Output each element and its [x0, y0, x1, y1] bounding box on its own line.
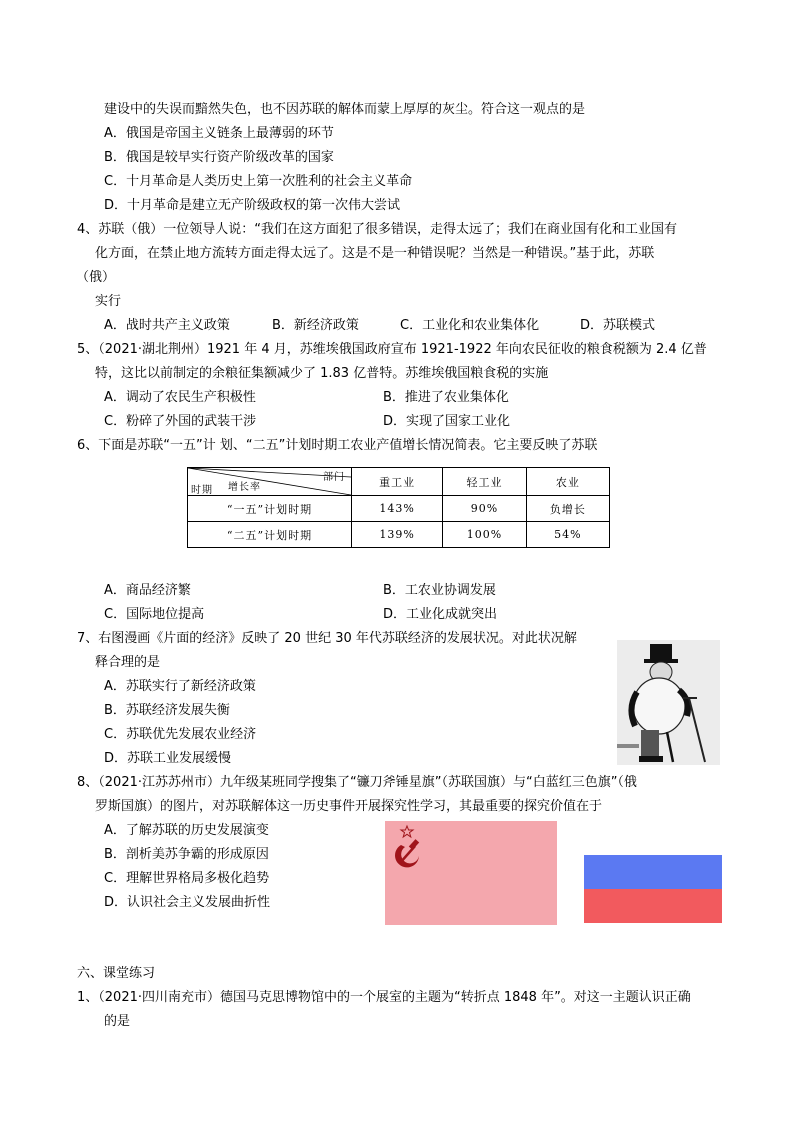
- table-row: [188, 522, 610, 548]
- q4-option-c: C．工业化和农业集体化: [400, 318, 540, 333]
- q8-option-c: C．理解世界格局多极化趋势: [104, 871, 270, 886]
- q5-stem-line1: 5、（2021·湖北荆州）1921 年 4 月，苏维埃俄国政府宣布 1921-1922 年向农民征收的粮食税额为 2.4 亿普: [77, 342, 707, 357]
- q3-stem-continuation: 建设中的失误而黯然失色，也不因苏联的解体而蒙上厚厚的灰尘。符合这一观点的是: [104, 102, 586, 117]
- table-header-cell: 轻工业: [443, 468, 526, 496]
- table-row: [188, 496, 610, 522]
- growth-table: [187, 467, 610, 548]
- russian-flag-image: [584, 855, 722, 923]
- q8-option-d: D．认识社会主义发展曲折性: [104, 895, 271, 910]
- q7-option-c: C．苏联优先发展农业经济: [104, 727, 257, 742]
- q7-stem-line2: 释合理的是: [95, 655, 161, 670]
- q8-option-a: A．了解苏联的历史发展演变: [104, 823, 269, 838]
- table-header-row: [188, 468, 610, 496]
- q4-stem-line2: 化方面，在禁止地方流转方面走得太远了。这是不是一种错误呢？当然是一种错误。”基于此，苏联: [95, 246, 655, 261]
- q3-option-b: B．俄国是较早实行资产阶级改革的国家: [104, 150, 334, 165]
- q4-option-d: D．苏联模式: [580, 318, 656, 333]
- tricolor-flag-icon: [584, 855, 722, 923]
- hammer-sickle-star-icon: [385, 821, 557, 925]
- q6-option-c: C．国际地位提高: [104, 607, 205, 622]
- q6-option-a: A．商品经济繁: [104, 583, 191, 598]
- section6-title: 六、课堂练习: [77, 966, 156, 981]
- q5-option-d: D．实现了国家工业化: [383, 414, 511, 429]
- q3-option-c: C．十月革命是人类历史上第一次胜利的社会主义革命: [104, 174, 413, 189]
- q6-option-d: D．工业化成就突出: [383, 607, 498, 622]
- cartoon-image: [617, 640, 720, 765]
- table-cell-period: “二五”计划时期: [188, 522, 352, 548]
- q8-option-b: B．剖析美苏争霸的形成原因: [104, 847, 269, 862]
- corner-label-growth: 增长率: [228, 482, 261, 493]
- q6-stem-line1: 6、下面是苏联“一五”计 划、“二五”计划时期工农业产值增长情况简表。它主要反映了苏联: [77, 438, 598, 453]
- table-header-cell: 农业: [526, 468, 609, 496]
- q7-option-a: A．苏联实行了新经济政策: [104, 679, 256, 694]
- q4-stem-line4: 实行: [95, 294, 122, 309]
- q7-stem-line1: 7、右图漫画《片面的经济》反映了 20 世纪 30 年代苏联经济的发展状况。对此状况解: [77, 631, 577, 646]
- table-cell: 54%: [526, 522, 609, 548]
- corner-label-department: 部门: [323, 472, 345, 483]
- cartoon-illustration: [617, 640, 720, 765]
- q4-option-b: B．新经济政策: [272, 318, 359, 333]
- soviet-flag-image: [385, 821, 557, 925]
- q6-option-b: B．工农业协调发展: [383, 583, 496, 598]
- table-cell-period: “一五”计划时期: [188, 496, 352, 522]
- q5-stem-line2: 特，这比以前制定的余粮征集额减少了 1.83 亿普特。苏维埃俄国粮食税的实施: [95, 366, 549, 381]
- q4-stem-line1: 4、苏联（俄）一位领导人说：“我们在这方面犯了很多错误，走得太远了；我们在商业国有化和工业国有: [77, 222, 678, 237]
- q5-option-b: B．推进了农业集体化: [383, 390, 509, 405]
- table-cell: 100%: [443, 522, 526, 548]
- q3-option-d: D．十月革命是建立无产阶级政权的第一次伟大尝试: [104, 198, 401, 213]
- q8-stem-line1: 8、（2021·江苏苏州市）九年级某班同学搜集了“镰刀斧锤星旗”（苏联国旗）与“白蓝红三色旗”（俄: [77, 775, 637, 790]
- q3-option-a: A．俄国是帝国主义链条上最薄弱的环节: [104, 126, 334, 141]
- table-cell: 139%: [352, 522, 443, 548]
- table-header-cell: 重工业: [352, 468, 443, 496]
- corner-label-period: 时期: [191, 485, 213, 495]
- q7-option-d: D．苏联工业发展缓慢: [104, 751, 232, 766]
- table-corner-cell: [188, 468, 352, 496]
- table-cell: 143%: [352, 496, 443, 522]
- section6-q1-line1: 1、（2021·四川南充市）德国马克思博物馆中的一个展室的主题为“转折点 1848 年”。对这一主题认识正确: [77, 990, 691, 1005]
- q5-option-a: A．调动了农民生产积极性: [104, 390, 256, 405]
- q4-option-a: A．战时共产主义政策: [104, 318, 230, 333]
- section6-q1-line2: 的是: [104, 1014, 131, 1029]
- q5-option-c: C．粉碎了外国的武装干涉: [104, 414, 257, 429]
- q8-stem-line2: 罗斯国旗）的图片，对苏联解体这一历史事件开展探究性学习，其最重要的探究价值在于: [95, 799, 603, 814]
- table-cell: 90%: [443, 496, 526, 522]
- table-cell: 负增长: [526, 496, 609, 522]
- q4-stem-line3: （俄）: [76, 270, 116, 285]
- q7-option-b: B．苏联经济发展失衡: [104, 703, 230, 718]
